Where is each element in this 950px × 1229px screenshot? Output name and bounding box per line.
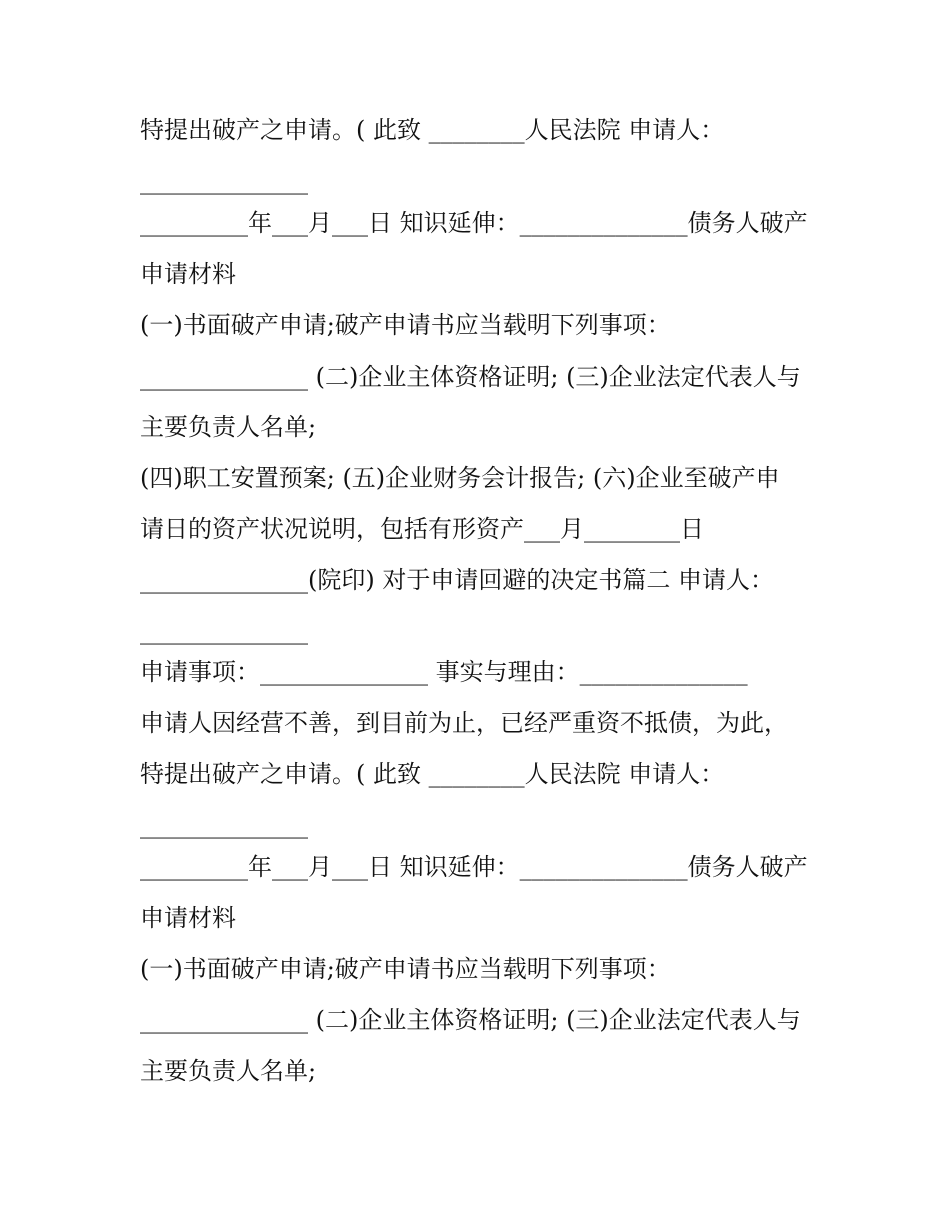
text-line: 申请人因经营不善，到目前为止，已经严重资不抵债，为此， (140, 709, 788, 737)
text-line: (四)职工安置预案; (五)企业财务会计报告; (六)企业至破产申 (140, 464, 780, 492)
text-line: ______________(院印) 对于申请回避的决定书篇二 申请人： (140, 566, 774, 594)
text-line: _________年___月___日 知识延伸：______________债务人破产 (140, 853, 808, 881)
text-line: 申请事项：______________ 事实与理由：______________ (140, 658, 748, 686)
text-line: ______________ (二)企业主体资格证明; (三)企业法定代表人与 (140, 1006, 801, 1034)
text-line: ______________ (140, 617, 308, 645)
text-line: (一)书面破产申请;破产申请书应当载明下列事项： (140, 311, 671, 339)
text-line: ______________ (140, 811, 308, 839)
text-line: 请日的资产状况说明，包括有形资产___月________日 (140, 515, 704, 543)
text-line: _________年___月___日 知识延伸：______________债务人破产 (140, 209, 808, 237)
text-line: 主要负责人名单; (140, 413, 317, 441)
text-line: 申请材料 (140, 260, 236, 288)
text-line: 申请材料 (140, 904, 236, 932)
text-line: ______________ (二)企业主体资格证明; (三)企业法定代表人与 (140, 363, 801, 391)
text-line: (一)书面破产申请;破产申请书应当载明下列事项： (140, 955, 671, 983)
text-line: 特提出破产之申请。( 此致 ________人民法院 申请人： (140, 760, 725, 788)
text-line: ______________ (140, 167, 308, 195)
text-line: 主要负责人名单; (140, 1057, 317, 1085)
text-line: 特提出破产之申请。( 此致 ________人民法院 申请人： (140, 116, 725, 144)
